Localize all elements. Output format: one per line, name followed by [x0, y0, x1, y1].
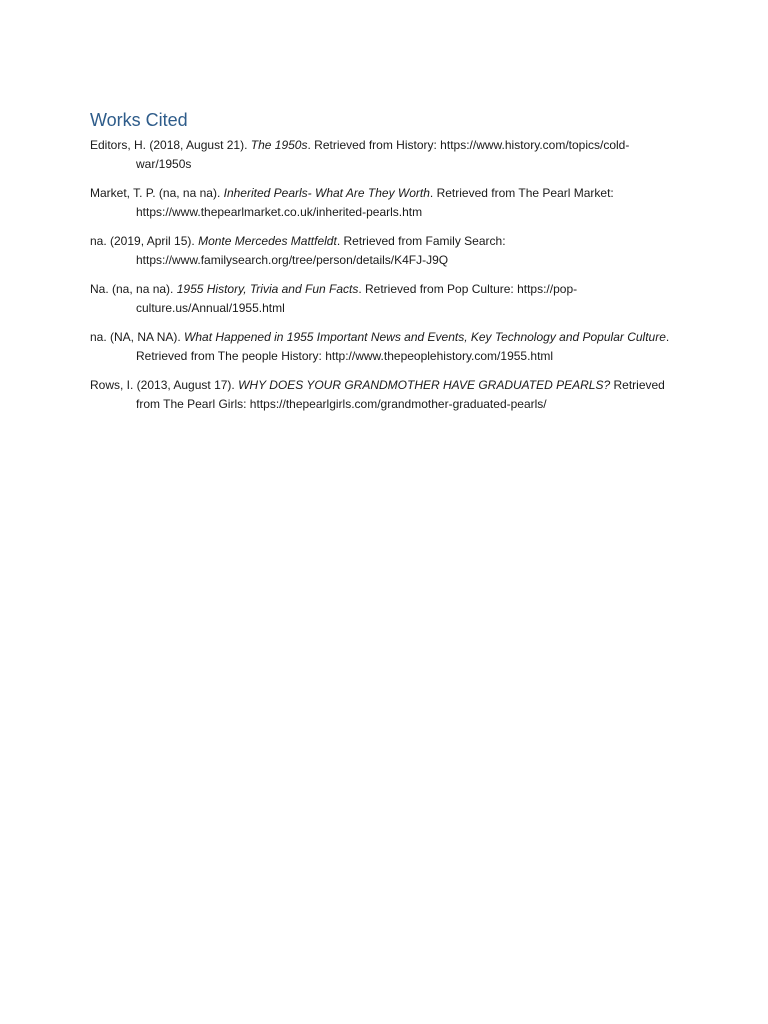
citation-lead: Market, T. P. (na, na na).: [90, 186, 224, 200]
citation-title: WHY DOES YOUR GRANDMOTHER HAVE GRADUATED PEARLS?: [238, 378, 611, 392]
citation-title: Monte Mercedes Mattfeldt: [198, 234, 337, 248]
citation-tail: Retrieved from The Pearl Girls: https://thepearlgirls.com/grandmother-graduated-pearls/: [136, 378, 665, 411]
citation-entry: [90, 136, 680, 174]
citation-title: The 1950s: [250, 138, 308, 152]
citation-lead: Editors, H. (2018, August 21).: [90, 138, 251, 152]
citation-title: 1955 History, Trivia and Fun Facts: [176, 282, 359, 296]
citation-tail: . Retrieved from Family Search: https://www.familysearch.org/tree/person/details/K4FJ-J9Q: [136, 234, 506, 267]
citation-lead: na. (2019, April 15).: [90, 234, 199, 248]
citation-lead: Na. (na, na na).: [90, 282, 177, 296]
citation-entry: [90, 328, 680, 366]
citation-lead: Rows, I. (2013, August 17).: [90, 378, 239, 392]
citation-tail: . Retrieved from The people History: http://www.thepeoplehistory.com/1955.html: [136, 330, 670, 363]
works-cited-heading: Works Cited: [90, 110, 188, 130]
citation-entry: [90, 232, 680, 270]
citation-entry: [90, 376, 680, 414]
citation-entry: [90, 184, 680, 222]
works-cited-section: [90, 108, 680, 424]
citation-title: What Happened in 1955 Important News and Events, Key Technology and Popular Culture: [184, 330, 666, 344]
citation-entry: [90, 280, 680, 318]
citation-lead: na. (NA, NA NA).: [90, 330, 185, 344]
citation-tail: . Retrieved from History: https://www.history.com/topics/cold-war/1950s: [136, 138, 630, 171]
citation-title: Inherited Pearls- What Are They Worth: [223, 186, 430, 200]
citation-tail: . Retrieved from The Pearl Market: https://www.thepearlmarket.co.uk/inherited-pearls.htm: [136, 186, 614, 219]
citation-tail: . Retrieved from Pop Culture: https://pop-culture.us/Annual/1955.html: [136, 282, 578, 315]
